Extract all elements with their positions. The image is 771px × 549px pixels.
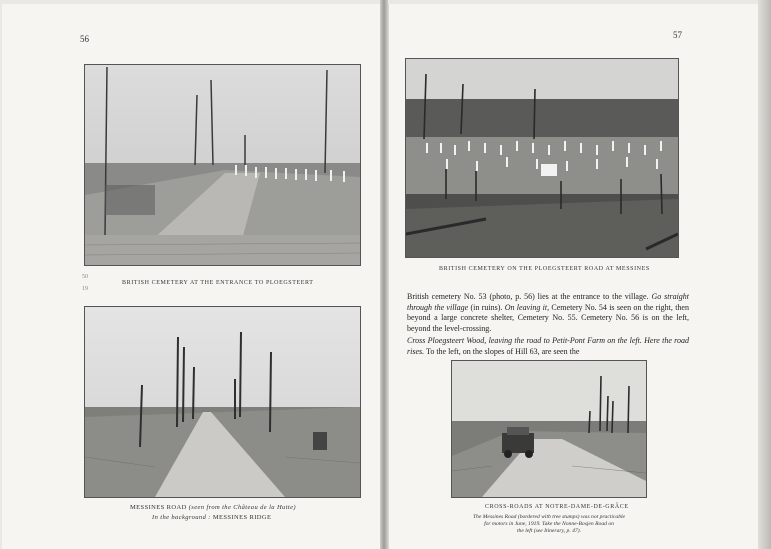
photo2-caption: CROSS-ROADS AT NOTRE-DAME-DE-GRÂCE (485, 504, 629, 510)
photo2-caption-title: MESSINES ROAD (130, 504, 187, 511)
photo2-caption-viewpoint: (seen from the Château de la Hutte) (188, 504, 296, 511)
photo-messines-road (84, 306, 361, 498)
p1-direction: Go straight through the village (407, 292, 690, 312)
p2-direction: Cross Ploegsteert Wood, leaving the road to Petit-Pont Farm on the left. Here the road rises. (407, 336, 689, 356)
photo2-caption-line1 (130, 504, 296, 511)
note-line: the left (see Itinerary, p. 47). (516, 528, 581, 534)
photo1-caption: BRITISH CEMETERY ON THE PLOEGSTEERT ROAD AT MESSINES (439, 266, 650, 272)
book-gutter (380, 0, 388, 549)
photo-cemetery-messines (405, 58, 679, 258)
margin-mark: 50 (82, 274, 88, 280)
photo2-caption-background-label: In the background : (152, 514, 211, 521)
p1-sentence-1: British cemetery No. 53 (photo, p. 56) lies at the entrance to the village. (407, 292, 649, 301)
photo2-note (449, 514, 649, 535)
left-page (2, 4, 381, 549)
note-line: The Messines Road (bordered with tree stumps) was not practicable (472, 514, 626, 520)
photo-cross-roads (451, 360, 647, 498)
right-page (388, 4, 759, 549)
body-text (407, 292, 689, 357)
photo-cemetery-ploegsteert (84, 64, 361, 266)
p1-note: (in ruins). (470, 302, 503, 312)
note-line: for motors in June, 1919. Take the Nonne-Bosjen Road on (484, 521, 614, 527)
page-number: 56 (80, 34, 89, 44)
p2-text: To the left, on the slopes of Hill 63, are seen the (425, 346, 580, 356)
paragraph-1 (407, 292, 689, 334)
p1-cemeteries: Cemetery No. 54 is seen on the right, then beyond a large concrete shelter, Cemetery No. 55. Cemetery No. 56 is on the left, beyond the level-crossing. (407, 302, 689, 333)
photo1-caption: BRITISH CEMETERY AT THE ENTRANCE TO PLOEGSTEERT (122, 280, 314, 286)
paragraph-2 (407, 336, 689, 357)
book-edge (758, 0, 771, 549)
p1-leaving: On leaving it, (504, 302, 550, 312)
page-number: 57 (673, 30, 682, 40)
photo2-caption-ridge: MESSINES RIDGE (212, 514, 272, 521)
photo2-caption-line2 (152, 514, 271, 521)
margin-mark: 19 (82, 286, 88, 292)
